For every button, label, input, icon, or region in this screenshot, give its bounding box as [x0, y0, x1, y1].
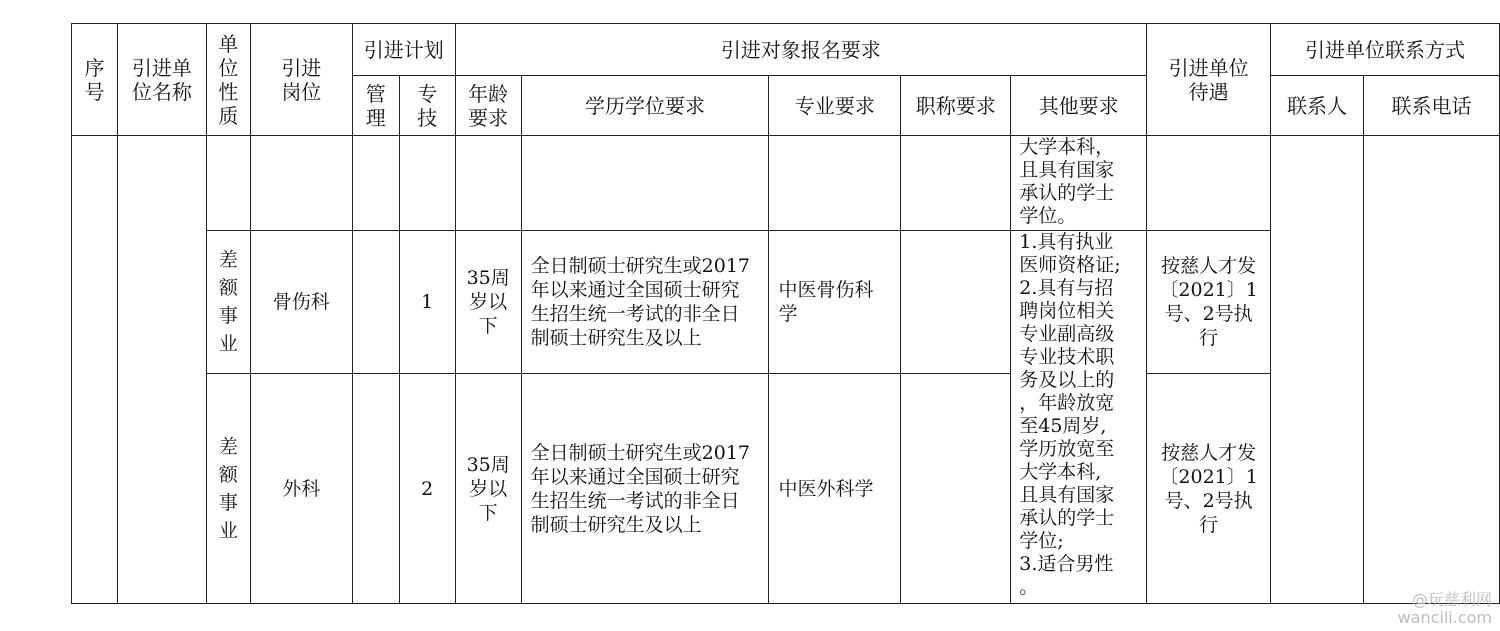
header-contact: 引进单位联系方式	[1271, 24, 1500, 76]
cell-tech: 1	[399, 231, 455, 374]
cell-treatment	[1147, 136, 1271, 231]
cell-mgmt	[352, 374, 399, 604]
cell-nature	[206, 136, 250, 231]
header-treatment: 引进单位 待遇	[1147, 24, 1271, 136]
watermark-line1: @玩慈利网	[1411, 590, 1492, 609]
header-unit-name: 引进单 位名称	[117, 24, 206, 136]
header-other: 其他要求	[1011, 76, 1147, 136]
header-position: 引进 岗位	[250, 24, 352, 136]
cell-tech: 2	[399, 374, 455, 604]
header-contact-phone: 联系电话	[1364, 76, 1500, 136]
cell-nature: 差 额 事 业	[206, 231, 250, 374]
cell-major: 中医骨伤科 学	[769, 231, 901, 374]
cell-education: 全日制硕士研究生或2017 年以来通过全国硕士研究 生招生统一考试的非全日 制硕士研究生及以上	[521, 231, 769, 374]
header-unit-nature: 单 位 性 质	[206, 24, 250, 136]
cell-other: 大学本科， 且具有国家 承认的学士 学位。	[1011, 136, 1147, 231]
header-age: 年龄 要求	[455, 76, 521, 136]
cell-position: 外科	[250, 374, 352, 604]
table-row	[72, 136, 1500, 231]
header-seq: 序 号	[72, 24, 118, 136]
cell-title-req	[901, 374, 1011, 604]
cell-mgmt	[352, 231, 399, 374]
cell-nature: 差 额 事 业	[206, 374, 250, 604]
cell-position: 骨伤科	[250, 231, 352, 374]
header-plan: 引进计划	[352, 24, 455, 76]
cell-position	[250, 136, 352, 231]
cell-major: 中医外科学	[769, 374, 901, 604]
cell-contact-phone	[1364, 136, 1500, 604]
cell-title-req	[901, 231, 1011, 374]
cell-education	[521, 136, 769, 231]
cell-treatment: 按慈人才发 〔2021〕1 号、2号执 行	[1147, 231, 1271, 374]
cell-age	[455, 136, 521, 231]
header-major: 专业要求	[769, 76, 901, 136]
cell-age: 35周 岁以 下	[455, 374, 521, 604]
cell-treatment: 按慈人才发 〔2021〕1 号、2号执 行	[1147, 374, 1271, 604]
cell-age: 35周 岁以 下	[455, 231, 521, 374]
cell-mgmt	[352, 136, 399, 231]
cell-tech	[399, 136, 455, 231]
header-contact-person: 联系人	[1271, 76, 1364, 136]
cell-major	[769, 136, 901, 231]
cell-title-req	[901, 136, 1011, 231]
cell-unit-name	[117, 136, 206, 604]
header-title-req: 职称要求	[901, 76, 1011, 136]
header-education: 学历学位要求	[521, 76, 769, 136]
header-plan-mgmt: 管 理	[352, 76, 399, 136]
header-plan-tech: 专 技	[399, 76, 455, 136]
cell-seq	[72, 136, 118, 604]
recruitment-table	[71, 23, 1500, 604]
watermark-line2: wancili.com	[1397, 608, 1492, 627]
header-requirements: 引进对象报名要求	[455, 24, 1146, 76]
watermark	[1398, 591, 1492, 627]
cell-contact-person	[1271, 136, 1364, 604]
cell-education: 全日制硕士研究生或2017 年以来通过全国硕士研究 生招生统一考试的非全日 制硕士研究生及以上	[521, 374, 769, 604]
cell-other-merged: 1.具有执业 医师资格证; 2.具有与招 聘岗位相关 专业副高级 专业技术职 务及以上的 ，年龄放宽 至45周岁, 学历放宽至 大学本科, 且具有国家 承认的学士 学位; 3.适合男性 。	[1011, 231, 1147, 604]
